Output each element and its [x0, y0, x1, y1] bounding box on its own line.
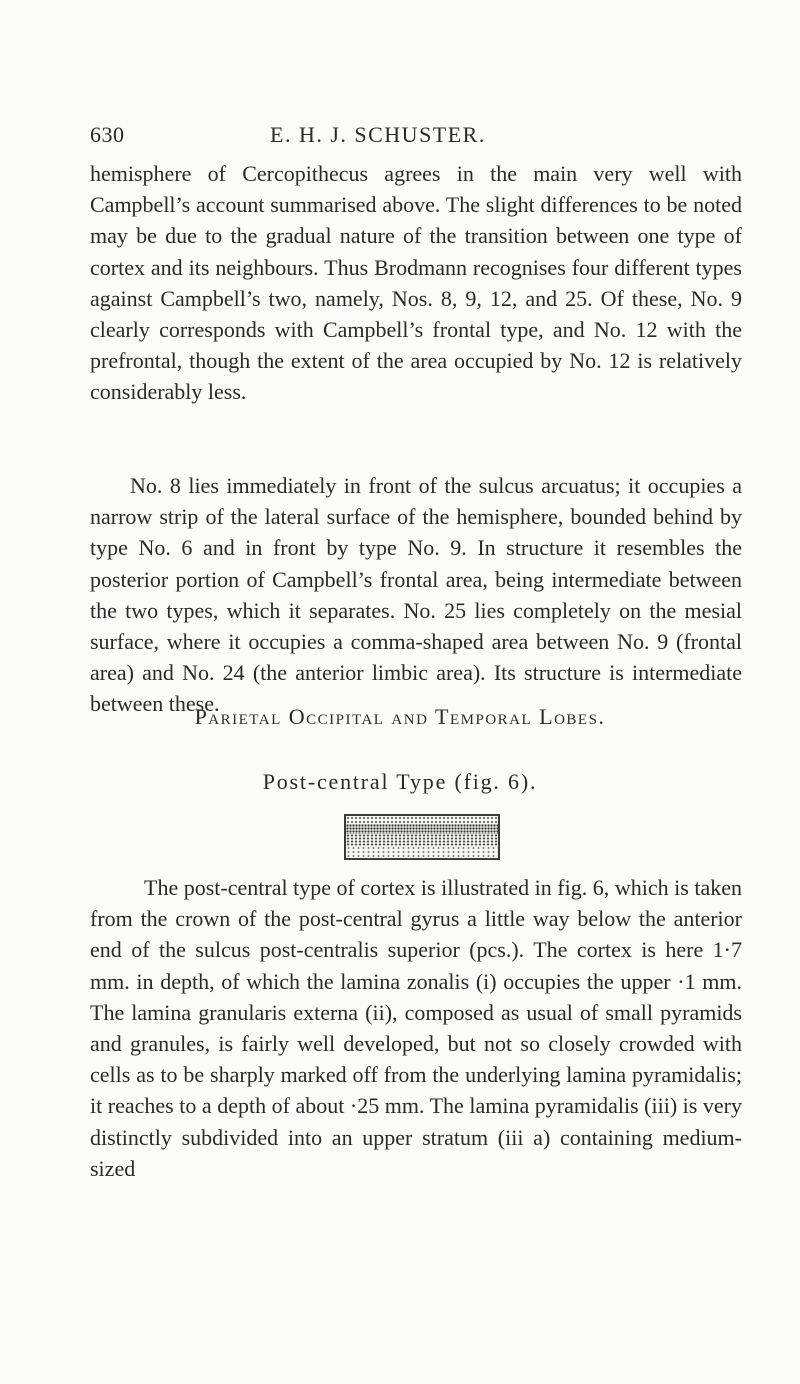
figure-band: [346, 834, 498, 846]
paragraph-3-text: The post-central type of cortex is illustrated in fig. 6, which is taken from the crown of the post-central gyrus a little way below the anterior end of the sulcus post-centralis superior (pcs.). The cortex is here 1·7 mm. in depth, of which the lamina zonalis (i) occupies the upper ·1 mm. The lamina granularis externa (ii), composed as usual of small pyramids and granules, is fairly well developed, but not so closely crowded with cells as to be sharply marked off from the underlying lamina pyramidalis; it reaches to a depth of about ·25 mm. The lamina pyramidalis (iii) is very distinctly subdivided into an upper stratum (iii a) containing medium-sized: [90, 875, 742, 1181]
running-head: E. H. J. SCHUSTER.: [270, 122, 486, 147]
figure-band: [346, 824, 498, 834]
figure-band: [346, 816, 498, 824]
paragraph-1: [90, 158, 742, 408]
paragraph-2-text: No. 8 lies immediately in front of the sulcus arcuatus; it occupies a narrow strip of the lateral surface of the hemisphere, bounded behind by type No. 6 and in front by type No. 9. In structure it resembles the posterior portion of Campbell’s frontal area, being intermediate between the two types, which it separates. No. 25 lies completely on the mesial surface, where it occupies a comma-shaped area between No. 9 (frontal area) and No. 24 (the anterior limbic area). Its structure is intermediate between these.: [90, 473, 742, 717]
cortex-type-figure: [344, 814, 500, 860]
figure-band: [346, 846, 498, 858]
sub-heading: Post-central Type (fig. 6).: [262, 769, 538, 794]
section-heading: Parietal Occipital and Temporal Lobes.: [194, 704, 606, 729]
page-header: [90, 122, 740, 152]
paragraph-2: [90, 470, 742, 720]
paragraph-3: [90, 872, 742, 1184]
paragraph-1-text: hemisphere of Cercopithecus agrees in the main very well with Campbell’s account summarised above. The slight differences to be noted may be due to the gradual nature of the transition between one type of cortex and its neighbours. Thus Brodmann recognises four different types against Campbell’s two, namely, Nos. 8, 9, 12, and 25. Of these, No. 9 clearly corresponds with Campbell’s frontal type, and No. 12 with the prefrontal, though the extent of the area occupied by No. 12 is relatively considerably less.: [90, 161, 742, 405]
page-number: 630: [90, 122, 125, 147]
